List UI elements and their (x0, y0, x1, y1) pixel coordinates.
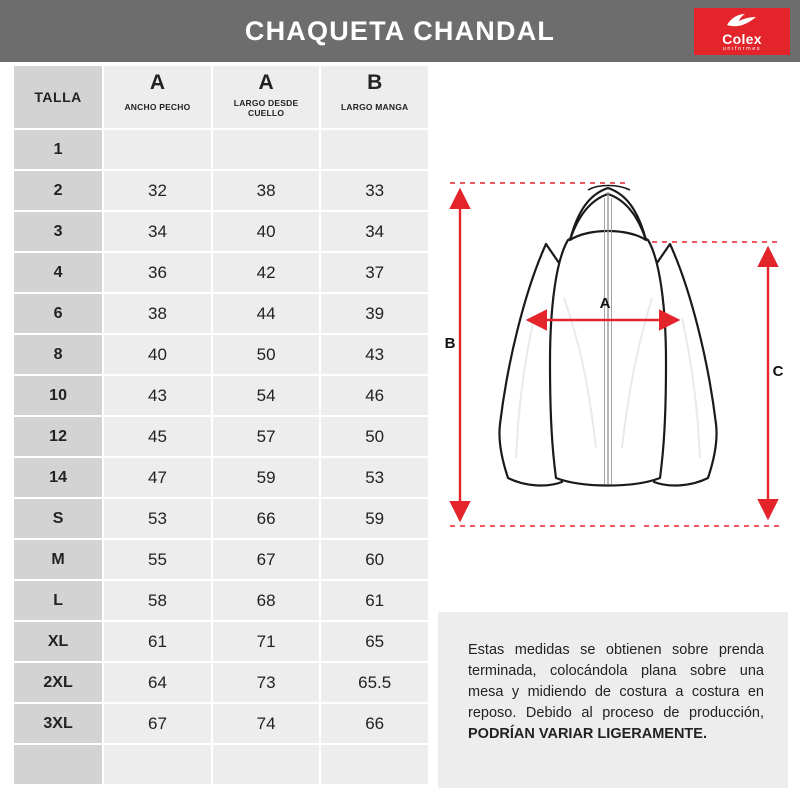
cell-largo-cuello: 57 (213, 417, 320, 456)
column-header-largo-cuello (213, 66, 320, 128)
cell-ancho-pecho: 32 (104, 171, 211, 210)
cell-talla: L (14, 581, 102, 620)
cell-largo-manga: 46 (321, 376, 428, 415)
cell-talla: M (14, 540, 102, 579)
note-text (468, 640, 764, 745)
measurements-table (12, 64, 430, 786)
cell-ancho-pecho: 61 (104, 622, 211, 661)
garment-illustration (438, 148, 788, 590)
cell-largo-cuello: 73 (213, 663, 320, 702)
column-letter-a2: A (258, 71, 274, 94)
cell-largo-cuello: 40 (213, 212, 320, 251)
column-letter-b: B (367, 71, 383, 94)
cell-largo-manga: 66 (321, 704, 428, 743)
cell-talla: 3 (14, 212, 102, 251)
cell-ancho-pecho: 40 (104, 335, 211, 374)
cell-largo-cuello: 59 (213, 458, 320, 497)
measurements-table-container (12, 64, 430, 786)
cell-ancho-pecho: 34 (104, 212, 211, 251)
column-letter-a1: A (149, 71, 166, 94)
column-header-ancho-pecho (104, 66, 211, 128)
cell-largo-manga (321, 745, 428, 784)
cell-largo-manga: 39 (321, 294, 428, 333)
cell-talla (14, 745, 102, 784)
table-row (14, 704, 428, 743)
cell-largo-cuello: 42 (213, 253, 320, 292)
column-desc-largo-manga: LARGO MANGA (341, 102, 409, 112)
note-line-2: PODRÍAN VARIAR LIGERAMENTE. (468, 726, 707, 743)
cell-largo-cuello: 44 (213, 294, 320, 333)
note-box (438, 612, 788, 788)
bird-icon (725, 13, 759, 32)
cell-largo-manga: 50 (321, 417, 428, 456)
brand-name: Colex (722, 30, 762, 47)
table-row (14, 663, 428, 702)
table-row (14, 253, 428, 292)
table-row (14, 171, 428, 210)
cell-talla: 3XL (14, 704, 102, 743)
cell-largo-manga: 34 (321, 212, 428, 251)
table-row (14, 376, 428, 415)
table-row (14, 294, 428, 333)
cell-largo-manga: 33 (321, 171, 428, 210)
table-row (14, 417, 428, 456)
cell-ancho-pecho: 45 (104, 417, 211, 456)
cell-talla: 14 (14, 458, 102, 497)
cell-largo-cuello: 38 (213, 171, 320, 210)
cell-ancho-pecho (104, 130, 211, 169)
page-title: CHAQUETA CHANDAL (244, 15, 556, 46)
measure-label-sleeve: C (772, 363, 784, 380)
cell-ancho-pecho: 67 (104, 704, 211, 743)
page-header (0, 0, 800, 62)
cell-largo-cuello: 54 (213, 376, 320, 415)
cell-largo-manga: 43 (321, 335, 428, 374)
cell-ancho-pecho: 47 (104, 458, 211, 497)
table-row (14, 581, 428, 620)
cell-talla: 12 (14, 417, 102, 456)
brand-logo (694, 8, 790, 55)
measure-label-chest: A (599, 295, 611, 312)
cell-largo-cuello: 66 (213, 499, 320, 538)
cell-largo-cuello (213, 130, 320, 169)
cell-talla: 6 (14, 294, 102, 333)
table-row (14, 335, 428, 374)
cell-largo-cuello: 74 (213, 704, 320, 743)
cell-largo-manga: 61 (321, 581, 428, 620)
cell-ancho-pecho: 43 (104, 376, 211, 415)
table-header-row (14, 66, 428, 128)
cell-talla: 2 (14, 171, 102, 210)
cell-ancho-pecho: 36 (104, 253, 211, 292)
cell-ancho-pecho (104, 745, 211, 784)
column-desc-largo-cuello: LARGO DESDE CUELLO (233, 98, 299, 118)
cell-talla: XL (14, 622, 102, 661)
cell-talla: 10 (14, 376, 102, 415)
cell-largo-manga: 53 (321, 458, 428, 497)
cell-ancho-pecho: 53 (104, 499, 211, 538)
note-line-1: Estas medidas se obtienen sobre prenda terminada, colocándola plana sobre una mesa y midiendo de costura a costura en reposo. Debido al proceso de producción, (468, 642, 764, 722)
cell-largo-manga: 65.5 (321, 663, 428, 702)
cell-largo-manga: 65 (321, 622, 428, 661)
cell-talla: 1 (14, 130, 102, 169)
cell-largo-cuello (213, 745, 320, 784)
cell-largo-cuello: 67 (213, 540, 320, 579)
cell-talla: 2XL (14, 663, 102, 702)
table-row (14, 540, 428, 579)
brand-subtitle: uniformes (722, 45, 762, 52)
table-row (14, 622, 428, 661)
cell-largo-manga (321, 130, 428, 169)
cell-talla: 8 (14, 335, 102, 374)
measure-label-length: B (444, 335, 456, 352)
cell-talla: S (14, 499, 102, 538)
table-row (14, 130, 428, 169)
cell-largo-manga: 37 (321, 253, 428, 292)
cell-largo-cuello: 71 (213, 622, 320, 661)
cell-largo-cuello: 68 (213, 581, 320, 620)
column-desc-ancho-pecho: ANCHO PECHO (124, 102, 191, 112)
table-row (14, 212, 428, 251)
cell-largo-cuello: 50 (213, 335, 320, 374)
table-row (14, 745, 428, 784)
table-row (14, 499, 428, 538)
cell-ancho-pecho: 38 (104, 294, 211, 333)
column-header-largo-manga (321, 66, 428, 128)
cell-largo-manga: 59 (321, 499, 428, 538)
column-header-talla: TALLA (14, 66, 102, 128)
table-body (14, 130, 428, 784)
cell-ancho-pecho: 64 (104, 663, 211, 702)
table-row (14, 458, 428, 497)
cell-largo-manga: 60 (321, 540, 428, 579)
cell-talla: 4 (14, 253, 102, 292)
cell-ancho-pecho: 55 (104, 540, 211, 579)
cell-ancho-pecho: 58 (104, 581, 211, 620)
